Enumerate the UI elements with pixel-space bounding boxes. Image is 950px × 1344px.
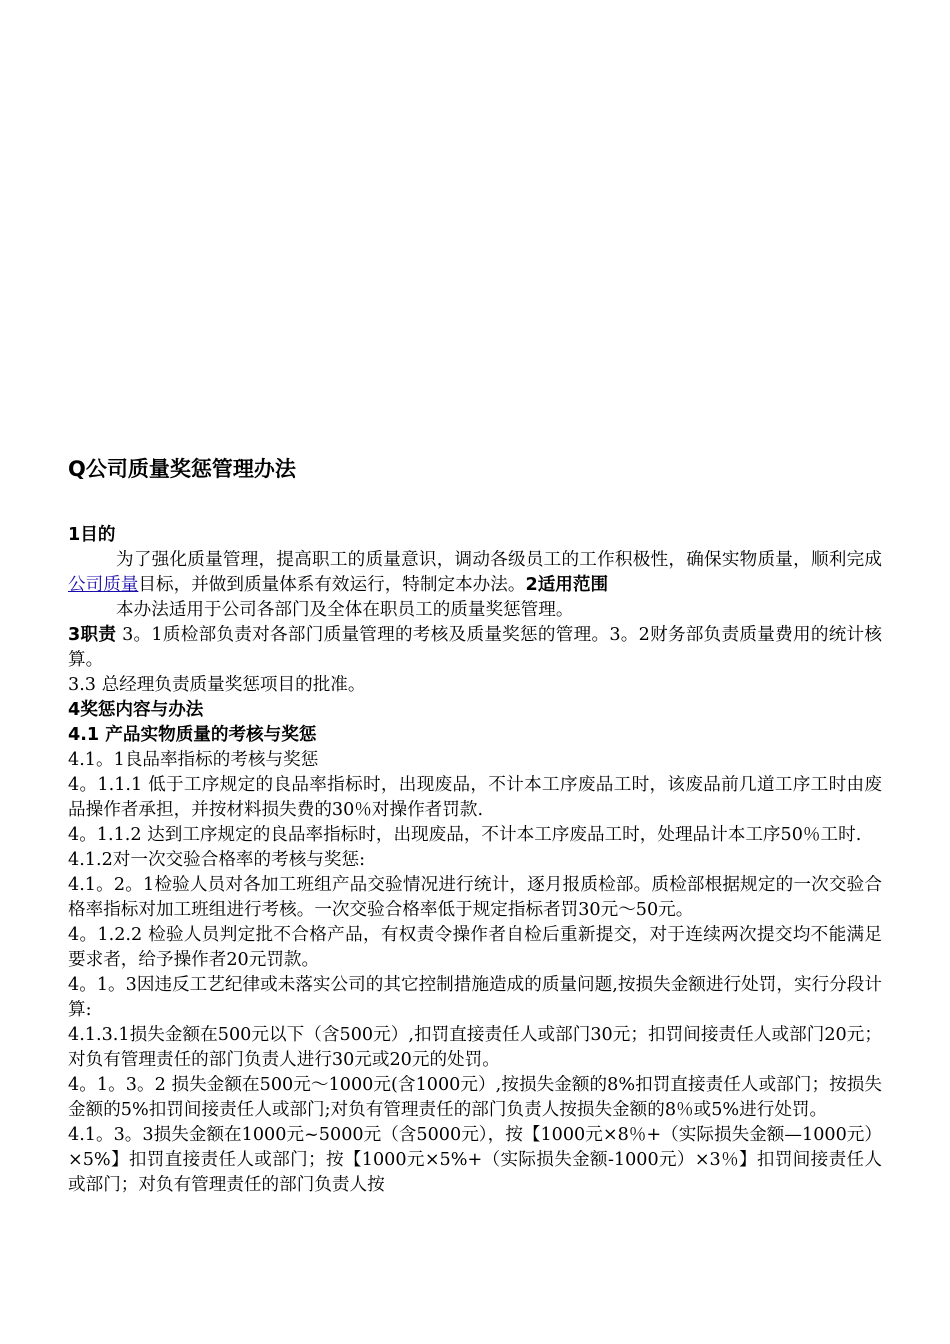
clause-4-1-3-1: 4.1.3.1损失金额在500元以下（含500元）,扣罚直接责任人或部门30元；扣罚间接责任人或部门20元；对负有管理责任的部门负责人进行30元或20元的处罚。 bbox=[68, 1025, 882, 1070]
clause-4-1-3: 4。1。3因违反工艺纪律或未落实公司的其它控制措施造成的质量问题,按损失金额进行处罚，实行分段计算: bbox=[68, 975, 882, 1020]
document-page bbox=[68, 452, 882, 1198]
clause-4-1-3-3: 4.1。3。3损失金额在1000元~5000元（含5000元），按【1000元×8％+（实际损失金额—1000元）×5%】扣罚直接责任人或部门；按【1000元×5%+（实际损失金额-1000元）×3％】扣罚间接责任人或部门；对负有管理责任的部门负责人按 bbox=[68, 1125, 882, 1195]
section-2-heading: 2适用范围 bbox=[525, 575, 609, 595]
clause-4-1-1-1: 4。1.1.1 低于工序规定的良品率指标时，出现废品，不计本工序废品工时，该废品前几道工序工时由废品操作者承担，并按材料损失费的30％对操作者罚款. bbox=[68, 775, 882, 820]
section-3-paragraph bbox=[68, 623, 882, 673]
section-1-heading: 1目的 bbox=[68, 525, 116, 545]
clause-4-1-2-1: 4.1。2。1检验人员对各加工班组产品交验情况进行统计，逐月报质检部。质检部根据规定的一次交验合格率指标对加工班组进行考核。一次交验合格率低于规定指标者罚30元～50元。 bbox=[68, 875, 882, 920]
section-1-text-a: 为了强化质量管理，提高职工的质量意识，调动各级员工的工作积极性，确保实物质量，顺利完成 bbox=[116, 550, 882, 570]
company-quality-link[interactable]: 公司质量 bbox=[68, 575, 139, 595]
document-title: Q公司质量奖惩管理办法 bbox=[68, 457, 296, 481]
section-3-3-paragraph: 3.3 总经理负责质量奖惩项目的批准。 bbox=[68, 675, 366, 695]
section-3-heading: 3职责 bbox=[68, 625, 117, 645]
clause-4-1-2: 4.1.2对一次交验合格率的考核与奖惩: bbox=[68, 850, 366, 870]
clause-4-1-1: 4.1。1良品率指标的考核与奖惩 bbox=[68, 750, 319, 770]
section-4-1-heading: 4.1 产品实物质量的考核与奖惩 bbox=[68, 725, 317, 745]
clause-4-1-1-2: 4。1.1.2 达到工序规定的良品率指标时，出现废品，不计本工序废品工时，处理品计本工序50％工时. bbox=[68, 825, 862, 845]
clause-4-1-2-2: 4。1.2.2 检验人员判定批不合格产品，有权责令操作者自检后重新提交，对于连续两次提交均不能满足要求者，给予操作者20元罚款。 bbox=[68, 925, 882, 970]
section-1-paragraph bbox=[68, 548, 882, 598]
section-2-paragraph: 本办法适用于公司各部门及全体在职员工的质量奖惩管理。 bbox=[116, 600, 574, 620]
clause-4-1-3-2: 4。1。3。2 损失金额在500元～1000元(含1000元）,按损失金额的8%扣罚直接责任人或部门；按损失金额的5%扣罚间接责任人或部门;对负有管理责任的部门负责人按损失金额的8％或5%进行处罚。 bbox=[68, 1075, 882, 1120]
section-1-text-b: 目标，并做到质量体系有效运行，特制定本办法。 bbox=[138, 575, 526, 595]
section-3-text: 3。1质检部负责对各部门质量管理的考核及质量奖惩的管理。3。2财务部负责质量费用的统计核算。 bbox=[68, 625, 883, 670]
section-4-heading: 4奖惩内容与办法 bbox=[68, 700, 204, 720]
